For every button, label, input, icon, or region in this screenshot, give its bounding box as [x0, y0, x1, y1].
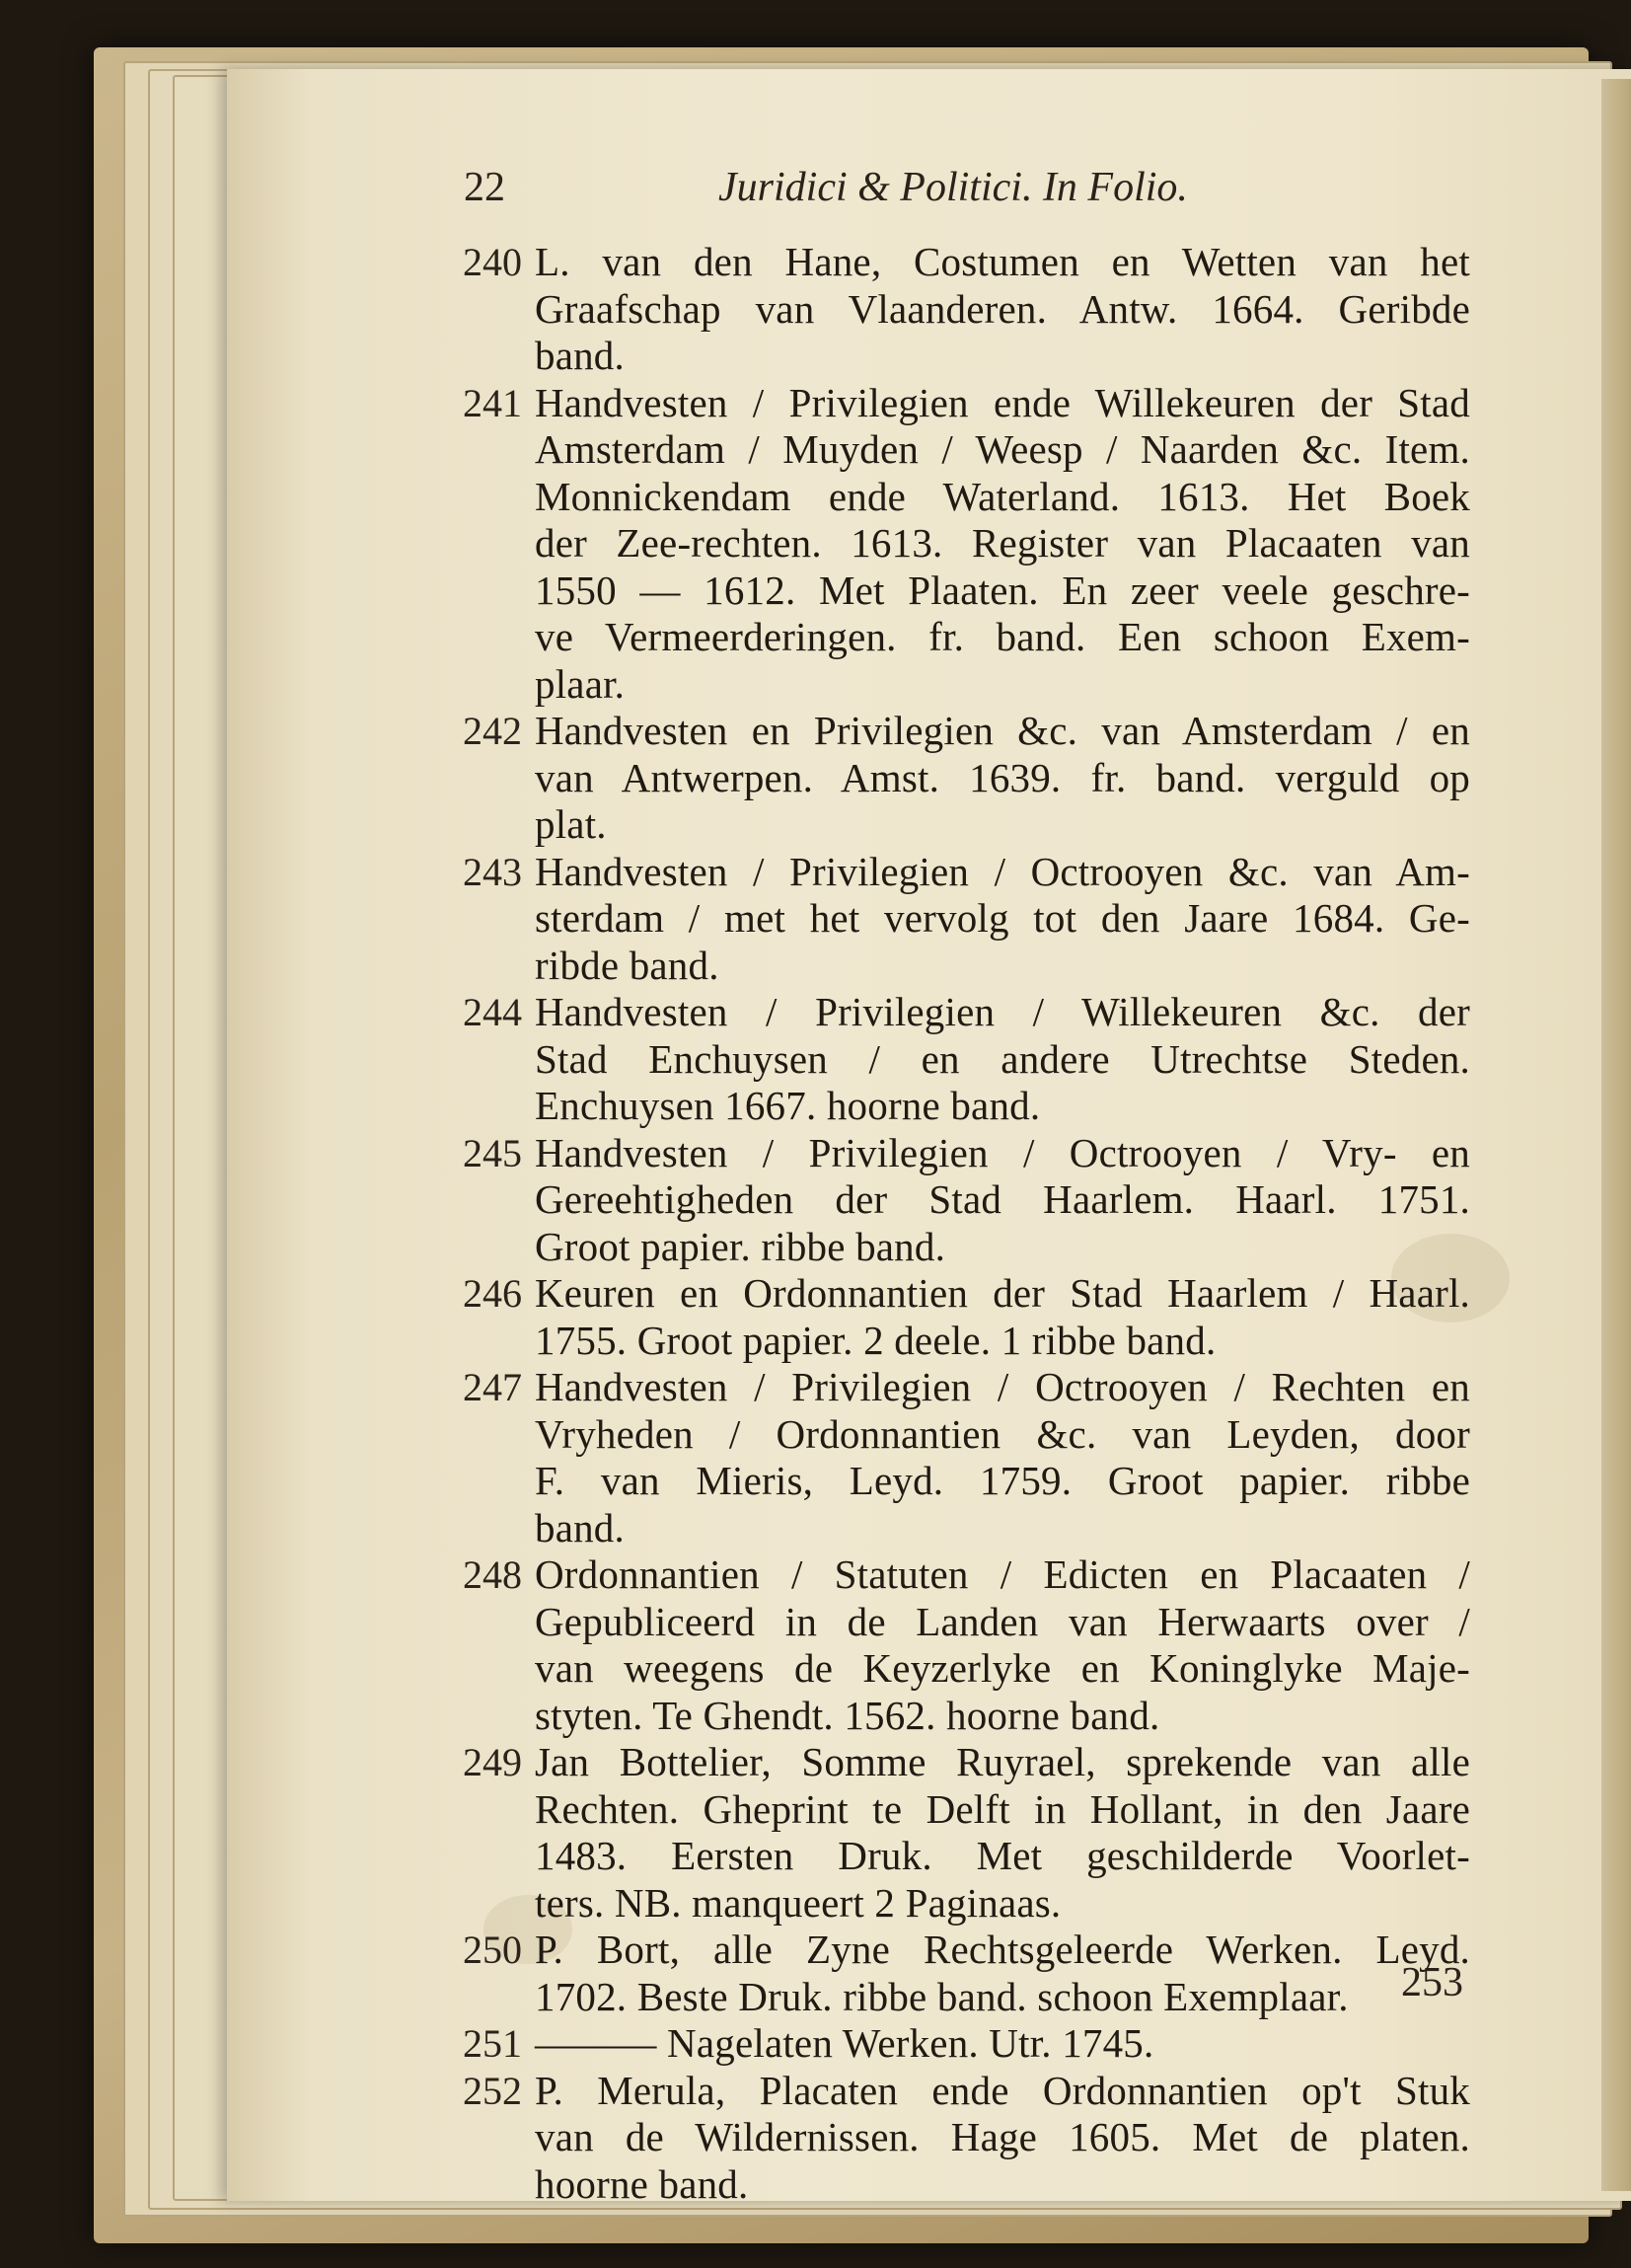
catalogue-entry — [464, 2068, 1470, 2209]
entry-number: 245 — [463, 1130, 522, 1175]
entry-line: 1702. Beste Druk. ribbe band. schoon Exemplaar. — [535, 1973, 1349, 2019]
entry-line: 1755. Groot papier. 2 deele. 1 ribbe band. — [535, 1317, 1217, 1363]
page-number: 22 — [464, 165, 505, 210]
entry-line: band. — [535, 1504, 625, 1550]
catchword: 253 — [1401, 1960, 1463, 2005]
running-title: Juridici & Politici. In Folio. — [718, 165, 1188, 210]
entry-line: Gepubliceerd in de Landen van Herwaarts over / — [535, 1598, 1470, 1644]
entry-line: Handvesten / Privilegien / Octrooyen / Vry- en — [535, 1129, 1470, 1175]
entry-number: 248 — [463, 1552, 522, 1597]
entry-line: plaar. — [535, 660, 626, 707]
entry-line: F. van Mieris, Leyd. 1759. Groot papier. ribbe — [535, 1458, 1470, 1503]
entry-line: Jan Bottelier, Somme Ruyrael, sprekende van alle — [535, 1739, 1470, 1784]
entry-number: 251 — [463, 2021, 522, 2066]
catalogue-entry — [464, 1739, 1470, 1927]
entry-line: Handvesten / Privilegien / Octrooyen / Rechten en — [535, 1364, 1470, 1409]
entry-number: 244 — [463, 990, 522, 1034]
catalogue-entry — [464, 1270, 1470, 1364]
catalogue-entry — [464, 239, 1470, 380]
entry-line: Rechten. Gheprint te Delft in Hollant, in den Jaare — [535, 1785, 1470, 1832]
entry-line: ——— Nagelaten Werken. Utr. 1745. — [535, 2020, 1154, 2066]
entry-line: van Antwerpen. Amst. 1639. fr. band. verguld op — [535, 754, 1470, 800]
entry-line: Graafschap van Vlaanderen. Antw. 1664. Geribde — [535, 285, 1470, 332]
entry-number: 252 — [463, 2068, 522, 2113]
facing-page-edge — [1601, 79, 1631, 2191]
entry-number: 240 — [463, 240, 522, 284]
entry-line: Enchuysen 1667. hoorne band. — [535, 1083, 1041, 1128]
catalogue-entries — [464, 239, 1470, 2208]
entry-line: Amsterdam / Muyden / Weesp / Naarden &c. Item. — [535, 426, 1470, 472]
entry-line: P. Bort, alle Zyne Rechtsgeleerde Werken. Leyd. — [535, 1927, 1470, 1972]
entry-line: Handvesten / Privilegien / Willekeuren &c. der — [535, 989, 1470, 1034]
entry-line: Handvesten / Privilegien ende Willekeuren der Stad — [535, 379, 1470, 425]
entry-number: 249 — [463, 1740, 522, 1784]
entry-line: Vryheden / Ordonnantien &c. van Leyden, door — [535, 1410, 1470, 1457]
entry-line: plat. — [535, 801, 607, 847]
catalogue-entry — [464, 2020, 1470, 2068]
entry-line: 1483. Eersten Druk. Met geschilderde Voorlet- — [535, 1833, 1470, 1878]
running-header — [464, 164, 1450, 223]
entry-line: band. — [535, 333, 625, 378]
catalogue-entry — [464, 1364, 1470, 1551]
entry-line: ters. NB. manqueert 2 Paginaas. — [535, 1879, 1062, 1926]
entry-line: styten. Te Ghendt. 1562. hoorne band. — [535, 1692, 1160, 1738]
entry-line: Handvesten / Privilegien / Octrooyen &c. van Am- — [535, 848, 1470, 894]
catalogue-entry — [464, 708, 1470, 849]
entry-line: Ordonnantien / Statuten / Edicten en Placaaten / — [535, 1551, 1470, 1597]
entry-number: 250 — [463, 1928, 522, 1972]
entry-number: 246 — [463, 1271, 522, 1316]
entry-line: 1550 — 1612. Met Plaaten. En zeer veele geschre- — [535, 567, 1470, 613]
entry-number: 247 — [463, 1365, 522, 1409]
entry-line: Gereehtigheden der Stad Haarlem. Haarl. 1751. — [535, 1176, 1470, 1222]
entry-line: Monnickendam ende Waterland. 1613. Het Boek — [535, 473, 1470, 519]
entry-line: L. van den Hane, Costumen en Wetten van het — [535, 239, 1470, 284]
entry-line: van de Wildernissen. Hage 1605. Met de platen. — [535, 2114, 1470, 2159]
catalogue-entry — [464, 989, 1470, 1130]
entry-line: Stad Enchuysen / en andere Utrechtse Steden. — [535, 1035, 1470, 1082]
catalogue-entry — [464, 1927, 1470, 2020]
entry-line: Handvesten en Privilegien &c. van Amsterdam / en — [535, 708, 1470, 753]
entry-line: hoorne band. — [535, 2160, 749, 2207]
entry-number: 241 — [463, 380, 522, 425]
entry-number: 243 — [463, 849, 522, 894]
entry-number: 242 — [463, 709, 522, 753]
catalogue-entry — [464, 849, 1470, 990]
entry-line: Keuren en Ordonnantien der Stad Haarlem / Haarl. — [535, 1270, 1470, 1316]
entry-line: Groot papier. ribbe band. — [535, 1223, 946, 1269]
entry-line: ve Vermeerderingen. fr. band. Een schoon Exem- — [535, 614, 1470, 659]
entry-line: der Zee-rechten. 1613. Register van Placaaten van — [535, 520, 1470, 566]
catalogue-entry — [464, 1551, 1470, 1739]
catalogue-entry — [464, 1130, 1470, 1271]
catalogue-entry — [464, 380, 1470, 709]
entry-line: van weegens de Keyzerlyke en Koninglyke Maje- — [535, 1645, 1470, 1691]
entry-line: sterdam / met het vervolg tot den Jaare 1684. Ge- — [535, 895, 1470, 941]
entry-line: ribde band. — [535, 942, 719, 988]
entry-line: P. Merula, Placaten ende Ordonnantien op't Stuk — [535, 2067, 1470, 2113]
